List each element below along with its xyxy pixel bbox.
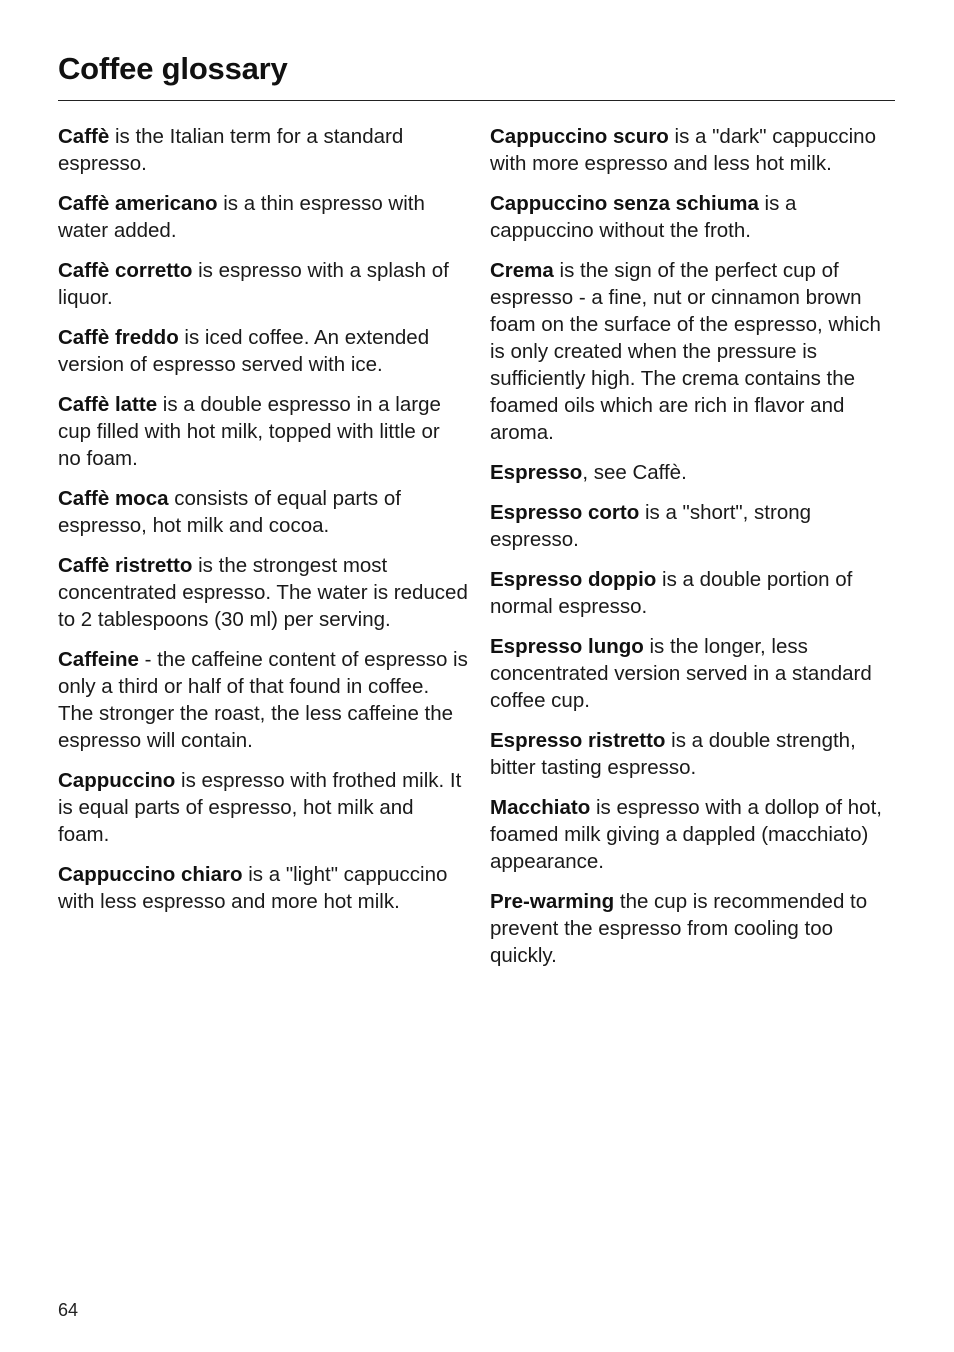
glossary-term: Cappuccino senza schiuma <box>490 192 759 215</box>
page-title: Coffee glossary <box>58 51 288 86</box>
glossary-definition: is the strongest most concentrated espresso. The water is reduced to 2 tablespoons (30 ml) per serving. <box>58 554 468 631</box>
glossary-entry <box>490 459 900 486</box>
glossary-definition: is the longer, less concentrated version served in a standard coffee cup. <box>490 635 872 712</box>
glossary-definition: is espresso with frothed milk. It is equal parts of espresso, hot milk and foam. <box>58 769 462 846</box>
glossary-term: Cappuccino <box>58 769 176 792</box>
glossary-definition: is a cappuccino without the froth. <box>490 192 797 242</box>
glossary-entry <box>490 123 900 177</box>
glossary-definition: is the Italian term for a standard espresso. <box>58 125 404 175</box>
glossary-entry <box>58 257 468 311</box>
glossary-definition: is a thin espresso with water added. <box>58 192 425 242</box>
glossary-entry <box>58 123 468 177</box>
glossary-entry <box>58 190 468 244</box>
glossary-entry <box>490 633 900 714</box>
glossary-term: Caffè corretto <box>58 259 193 282</box>
glossary-definition: is espresso with a dollop of hot, foamed milk giving a dappled (macchiato) appearance. <box>490 796 882 873</box>
glossary-definition: is espresso with a splash of liquor. <box>58 259 449 309</box>
glossary-entry <box>58 391 468 472</box>
page-number: 64 <box>58 1300 79 1320</box>
glossary-definition: is a double strength, bitter tasting espresso. <box>490 729 856 779</box>
glossary-definition: is a "dark" cappuccino with more espresso and less hot milk. <box>490 125 876 175</box>
glossary-term: Espresso lungo <box>490 635 644 658</box>
glossary-entry <box>490 888 900 969</box>
glossary-term: Caffè latte <box>58 393 158 416</box>
glossary-term: Caffè americano <box>58 192 218 215</box>
glossary-term: Crema <box>490 259 554 282</box>
glossary-entry <box>490 190 900 244</box>
glossary-entry <box>58 324 468 378</box>
glossary-term: Espresso doppio <box>490 568 657 591</box>
glossary-entry <box>58 646 468 754</box>
glossary-term: Espresso <box>490 461 583 484</box>
glossary-term: Caffè moca <box>58 487 169 510</box>
glossary-term: Espresso ristretto <box>490 729 666 752</box>
glossary-definition: , see Caffè. <box>582 461 687 484</box>
glossary-entry <box>58 767 468 848</box>
glossary-definition: is iced coffee. An extended version of espresso served with ice. <box>58 326 430 376</box>
glossary-definition: is a double espresso in a large cup filled with hot milk, topped with little or no foam. <box>58 393 441 470</box>
glossary-term: Macchiato <box>490 796 591 819</box>
glossary-term: Caffè ristretto <box>58 554 193 577</box>
glossary-term: Pre-warming <box>490 890 615 913</box>
glossary-entry <box>490 566 900 620</box>
glossary-term: Cappuccino chiaro <box>58 863 243 886</box>
glossary-entry <box>58 861 468 915</box>
glossary-term: Caffè <box>58 125 110 148</box>
glossary-term: Espresso corto <box>490 501 640 524</box>
glossary-entry <box>58 552 468 633</box>
glossary-left-column <box>58 123 468 928</box>
glossary-term: Caffè freddo <box>58 326 179 349</box>
glossary-entry <box>490 499 900 553</box>
glossary-definition: is the sign of the perfect cup of espresso - a fine, nut or cinnamon brown foam on the surface of the espresso, which is only created when the pressure is sufficiently high. The crema contains the foamed oils which are rich in flavor and aroma. <box>490 259 881 444</box>
glossary-entry <box>490 727 900 781</box>
glossary-definition: consists of equal parts of espresso, hot milk and cocoa. <box>58 487 401 537</box>
glossary-term: Cappuccino scuro <box>490 125 669 148</box>
glossary-definition: is a double portion of normal espresso. <box>490 568 853 618</box>
glossary-entry <box>58 485 468 539</box>
title-divider <box>58 100 895 101</box>
glossary-entry <box>490 257 900 446</box>
glossary-definition: is a "short", strong espresso. <box>490 501 812 551</box>
glossary-right-column <box>490 123 900 982</box>
glossary-entry <box>490 794 900 875</box>
glossary-definition: - the caffeine content of espresso is only a third or half of that found in coffee. The stronger the roast, the less caffeine the espresso will contain. <box>58 648 468 752</box>
glossary-definition: is a "light" cappuccino with less espresso and more hot milk. <box>58 863 448 913</box>
glossary-term: Caffeine <box>58 648 139 671</box>
glossary-definition: the cup is recommended to prevent the espresso from cooling too quickly. <box>490 890 868 967</box>
